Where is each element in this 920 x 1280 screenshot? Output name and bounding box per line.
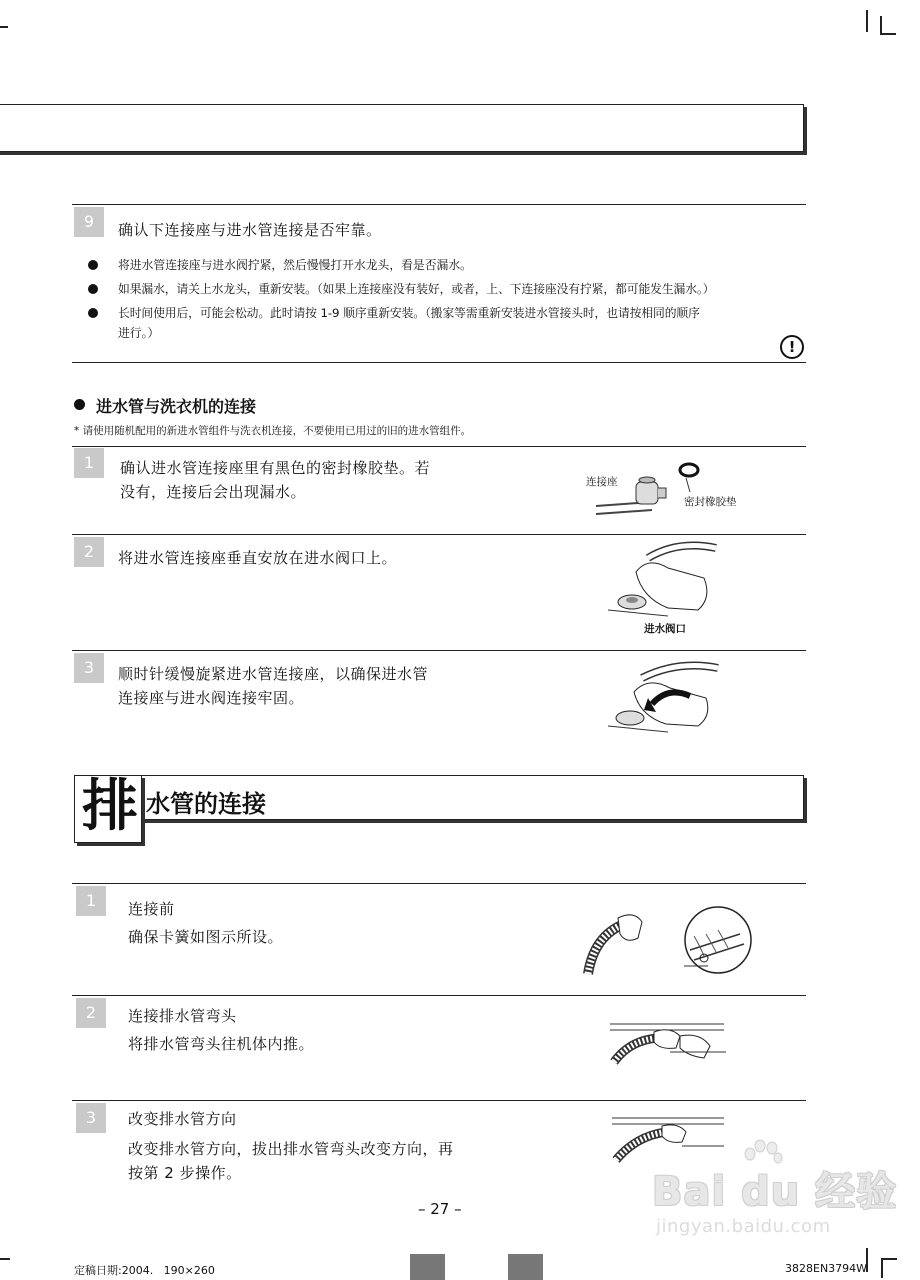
bullet-dot [88,308,98,318]
section-rule [72,362,806,363]
watermark-paw-icon [742,1140,782,1174]
bullet-dot [88,284,98,294]
step-number: 2 [74,537,104,567]
drain-big-char: 排 [82,774,138,839]
step-number: 1 [74,448,104,478]
registration-mark [508,1254,566,1280]
drain-title: 水管的连接 [146,790,266,818]
crop-mark [866,10,868,32]
section-rule [72,1100,806,1101]
step-number: 3 [76,1103,106,1133]
step-title: 连接排水管弯头 [128,1007,237,1025]
section-heading: 进水管与洗衣机的连接 [96,397,257,416]
step-number: 2 [76,998,106,1028]
crop-mark [880,16,882,34]
label-gasket: 密封橡胶垫 [684,496,737,508]
step-line: 将排水管弯头往机体内推。 [128,1035,315,1053]
footer-doc-code: 3828EN3794W [785,1262,868,1275]
crop-mark [0,1258,10,1260]
step-line: 按第 2 步操作。 [128,1164,242,1182]
connector-illustration [596,458,726,524]
bullet-text: 进行。） [118,326,160,340]
page-number: – 27 – [418,1200,462,1218]
step-line: 确保卡簧如图示所设。 [128,928,284,946]
section-rule [72,534,806,535]
drain-elbow-push-illustration [610,1018,726,1068]
step-line: 顺时针缓慢旋紧进水管连接座，以确保进水管 [118,665,429,683]
watermark-logo: Bai du 经验 [652,1169,898,1215]
step-number: 9 [74,207,104,237]
warning-icon: ! [780,335,804,359]
step-line: 确认进水管连接座里有黑色的密封橡胶垫。若 [120,459,431,477]
crop-mark [881,1258,883,1278]
registration-mark [410,1254,468,1280]
step-title: 确认下连接座与进水管连接是否牢靠。 [118,221,382,239]
bullet-dot [88,260,98,270]
drain-hose-clip-illustration [580,906,760,982]
header-box [0,104,804,152]
bullet-text: 将进水管连接座与进水阀拧紧，然后慢慢打开水龙头，看是否漏水。 [118,258,472,272]
label-valve: 进水阀口 [644,623,686,635]
bullet-text: 长时间使用后，可能会松动。此时请按 1-9 顺序重新安装。（搬家等需重新安装进水管接头时，也请按相同的顺序 [118,306,700,320]
footer-date: 定稿日期:2004. 190×260 [74,1264,215,1277]
section-rule [72,883,806,884]
section-note: * 请使用随机配用的新进水管组件与洗衣机连接，不要使用已用过的旧的进水管组件。 [74,425,472,437]
step-title: 连接前 [128,900,175,918]
hand-valve-illustration [608,538,718,624]
rotate-connector-illustration [608,656,720,742]
bullet-text: 如果漏水，请关上水龙头，重新安装。（如果上连接座没有装好，或者，上、下连接座没有拧紧，都可能发生漏水。） [118,282,715,296]
crop-mark [880,33,896,35]
section-rule [72,650,806,651]
section-rule [72,204,806,205]
section-rule [72,995,806,996]
section-rule [72,446,806,447]
step-line: 将进水管连接座垂直安放在进水阀口上。 [118,549,398,567]
step-number: 3 [74,653,104,683]
drain-direction-illustration [612,1114,726,1166]
crop-mark [881,1258,897,1260]
heading-dot [74,399,85,410]
label-connector: 连接座 [586,476,618,488]
crop-mark [0,26,8,28]
step-line: 改变排水管方向，拔出排水管弯头改变方向，再 [128,1140,454,1158]
step-line: 没有，连接后会出现漏水。 [120,483,307,501]
step-line: 连接座与进水阀连接牢固。 [118,689,305,707]
step-number: 1 [76,886,106,916]
watermark-url: jingyan.baidu.com [656,1216,831,1237]
step-title: 改变排水管方向 [128,1110,237,1128]
